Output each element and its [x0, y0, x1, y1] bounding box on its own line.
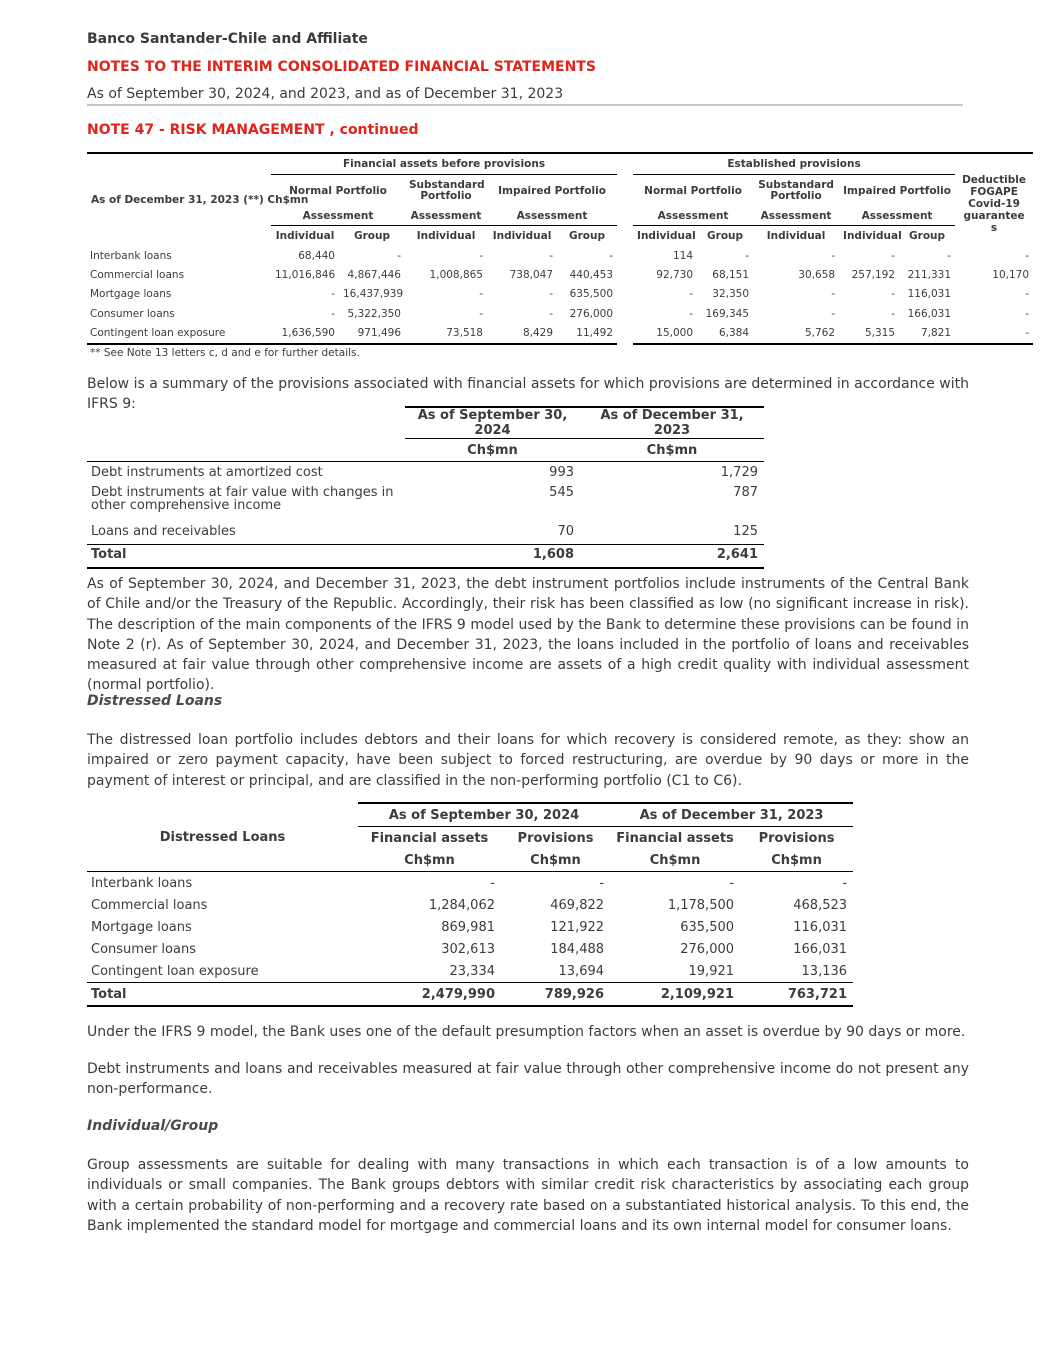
- cell-value: 68,440: [298, 249, 335, 262]
- group-header: Group: [909, 230, 946, 242]
- row-value: 1,729: [580, 462, 764, 486]
- table-row: [87, 872, 853, 895]
- cell-value: 468,523: [793, 897, 848, 913]
- table-row: [87, 462, 764, 486]
- notes-title: NOTES TO THE INTERIM CONSOLIDATED FINANCIAL STATEMENTS: [87, 59, 596, 75]
- cell-value: 32,350: [712, 288, 750, 301]
- cell-value: 166,031: [907, 307, 952, 320]
- cell-value: 2,109,921: [610, 983, 740, 1007]
- cell-value: 169,345: [705, 307, 750, 320]
- row-label: Commercial loans: [91, 897, 208, 913]
- group-header: Group: [353, 230, 390, 242]
- row-label: Contingent loan exposure: [91, 963, 259, 979]
- cell-value: -: [955, 324, 1033, 344]
- row-label: Commercial loans: [90, 269, 185, 282]
- table-row: [87, 960, 853, 983]
- cell-value: 635,500: [680, 919, 735, 935]
- ifrs9-default-paragraph: Under the IFRS 9 model, the Bank uses one of the default presumption factors when an asset is overdue by 90 days or more.: [87, 1024, 966, 1040]
- cell-value: 114: [673, 249, 694, 262]
- table-row: [87, 304, 1033, 323]
- cell-value: 8,429: [487, 324, 557, 344]
- cell-value: -: [549, 307, 553, 320]
- ifrs9-provisions-table: [87, 406, 764, 569]
- cell-value: 2,479,990: [358, 983, 501, 1007]
- distressed-loans-table: [87, 802, 853, 1007]
- cell-value: 1,178,500: [667, 897, 735, 913]
- cell-value: 23,334: [449, 963, 495, 979]
- cell-value: -: [479, 307, 483, 320]
- row-label: Mortgage loans: [91, 919, 192, 935]
- total-row: [87, 545, 764, 569]
- table1-corner-label: As of December 31, 2023 (**) Ch$mn: [87, 153, 271, 246]
- cell-value: 971,496: [339, 324, 405, 344]
- cell-value: -: [549, 288, 553, 301]
- individual-header: Individual: [637, 230, 696, 242]
- cell-value: 4,867,446: [347, 269, 401, 282]
- cell-value: -: [501, 872, 610, 895]
- cell-value: 184,488: [550, 941, 605, 957]
- cell-value: -: [891, 249, 896, 262]
- cell-value: -: [1025, 307, 1030, 320]
- cell-value: 5,762: [753, 324, 839, 344]
- table-row: [87, 265, 1033, 284]
- cell-value: 19,921: [688, 963, 735, 979]
- cell-value: -: [831, 288, 836, 301]
- unit-header: Ch$mn: [530, 852, 581, 868]
- cell-value: 73,518: [405, 324, 487, 344]
- cell-value: 763,721: [740, 983, 853, 1007]
- cell-value: -: [831, 307, 836, 320]
- cell-value: 68,151: [712, 269, 750, 282]
- cell-value: 166,031: [793, 941, 848, 957]
- cell-value: 11,492: [557, 324, 617, 344]
- individual-group-heading: Individual/Group: [87, 1118, 219, 1134]
- table1-footnote: ** See Note 13 letters c, d and e for further details.: [90, 347, 360, 359]
- row-label: Total: [87, 983, 358, 1007]
- cell-value: -: [397, 249, 401, 262]
- summary-intro: Below is a summary of the provisions associated with financial assets for which provisions are determined in accordance with IFRS 9:: [87, 376, 969, 413]
- table-row: [87, 285, 1033, 304]
- table-row: [87, 894, 853, 916]
- cell-value: 302,613: [441, 941, 495, 957]
- table-row: [87, 485, 764, 524]
- cell-value: 5,315: [839, 324, 899, 344]
- cell-value: -: [358, 872, 501, 895]
- row-value: 545: [549, 485, 574, 500]
- provisions-header: Provisions: [517, 830, 594, 846]
- substandard-portfolio-header: Substandard Portfolio: [409, 179, 485, 202]
- cell-value: -: [609, 249, 614, 262]
- unit-header: Ch$mn: [404, 852, 455, 868]
- cell-value: 211,331: [907, 269, 952, 282]
- individual-header: Individual: [766, 230, 826, 242]
- cell-value: 469,822: [550, 897, 605, 913]
- cell-value: -: [1025, 288, 1030, 301]
- fin-assets-header: Financial assets: [370, 830, 489, 846]
- assessment-header: Assessment: [271, 207, 405, 226]
- cell-value: -: [610, 872, 740, 895]
- company-name: Banco Santander-Chile and Affiliate: [87, 31, 368, 47]
- distressed-loans-paragraph: The distressed loan portfolio includes debtors and their loans for which recovery is considered remote, as they: show an impaired or zero payment capacity, have been subject to forced restructuring, are overdue by 90 days or more in the payment of interest or principal, and are classified in the non-performing portfolio (C1 to C6).: [87, 732, 969, 789]
- cell-value: -: [689, 307, 694, 320]
- cell-value: -: [1025, 249, 1030, 262]
- cell-value: -: [331, 288, 335, 301]
- total-label: Total: [87, 545, 405, 569]
- cell-value: -: [891, 288, 896, 301]
- cell-value: -: [479, 249, 483, 262]
- individual-header: Individual: [416, 230, 476, 242]
- row-value: 787: [733, 485, 758, 500]
- group-dec-2023: As of December 31, 2023: [610, 803, 853, 827]
- cell-value: 10,170: [992, 269, 1030, 282]
- cell-value: 16,437,939: [343, 288, 404, 301]
- row-value: 993: [405, 462, 580, 486]
- cell-value: -: [740, 872, 853, 895]
- cell-value: 7,821: [899, 324, 955, 344]
- cell-value: 121,922: [550, 919, 605, 935]
- assessment-header: Assessment: [633, 207, 753, 226]
- unit-header: Ch$mn: [405, 439, 580, 462]
- debt-instruments-paragraph: As of September 30, 2024, and December 31, 2023, the debt instrument portfolios include instruments of the Central Bank of Chile and/or the Treasury of the Republic. Accordingly, their risk has been classified as low (no significant increase in risk). The description of the main components of the IFRS 9 model used by the Bank to determine these provisions can be found in Note 2 (r). As of September 30, 2024, and December 31, 2023, the loans included in the portfolio of loans and receivables measured at fair value through other comprehensive income are assets of a high credit quality with individual assessment (normal portfolio).: [87, 576, 969, 694]
- cell-value: -: [891, 307, 896, 320]
- assessment-header: Assessment: [487, 207, 617, 226]
- table-row: [87, 916, 853, 938]
- cell-value: 257,192: [851, 269, 896, 282]
- assessment-header: Assessment: [839, 207, 955, 226]
- cell-value: 13,136: [801, 963, 848, 979]
- assessment-header: Assessment: [405, 207, 487, 226]
- distressed-loans-heading: Distressed Loans: [87, 693, 223, 709]
- cell-value: -: [331, 307, 335, 320]
- total-value: 1,608: [405, 545, 580, 569]
- cell-value: 116,031: [907, 288, 952, 301]
- row-label: Mortgage loans: [90, 288, 172, 301]
- cell-value: 1,284,062: [428, 897, 495, 913]
- unit-header: Ch$mn: [649, 852, 701, 868]
- impaired-portfolio-header-2: Impaired Portfolio: [843, 184, 951, 197]
- cell-value: 1,008,865: [429, 269, 483, 282]
- note-title: NOTE 47 - RISK MANAGEMENT , continued: [87, 122, 419, 138]
- cell-value: 13,694: [558, 963, 605, 979]
- cell-value: -: [689, 288, 694, 301]
- cell-value: 11,016,846: [275, 269, 336, 282]
- table-row: [87, 246, 1033, 265]
- cell-value: 92,730: [656, 269, 694, 282]
- fin-assets-header: Financial assets: [616, 830, 734, 846]
- unit-header: Ch$mn: [771, 852, 822, 868]
- deductible-fogape-header: Deductible FOGAPE Covid-19 guarantee s: [955, 153, 1033, 246]
- row-label: Interbank loans: [87, 872, 358, 895]
- group-assessment-paragraph: Group assessments are suitable for dealing with many transactions in which each transaction is of a low amounts to individuals or small companies. The Bank groups debtors with similar credit risk characteristics by associating each group with a certain probability of non-performing and a recovery rate based on a substantiated historical analysis. To this end, the Bank implemented the standard model for mortgage and commercial loans and its own internal model for consumer loans.: [87, 1157, 969, 1234]
- cell-value: 15,000: [633, 324, 697, 344]
- cell-value: 635,500: [569, 288, 614, 301]
- row-label: Interbank loans: [90, 249, 172, 262]
- individual-header: Individual: [843, 230, 902, 242]
- cell-value: -: [831, 249, 836, 262]
- cell-value: -: [549, 249, 553, 262]
- cell-value: -: [745, 249, 750, 262]
- row-label: Loans and receivables: [91, 524, 236, 539]
- table-row: [87, 324, 1033, 344]
- col-sep-2024-header: As of September 30, 2024: [405, 407, 580, 439]
- cell-value: -: [947, 249, 952, 262]
- table-row: [87, 938, 853, 960]
- group-header: Group: [569, 230, 606, 242]
- normal-portfolio-header-2: Normal Portfolio: [644, 184, 742, 197]
- individual-header: Individual: [275, 230, 335, 242]
- col-dec-2023-header: As of December 31, 2023: [580, 407, 764, 439]
- cell-value: 6,384: [697, 324, 753, 344]
- cell-value: 30,658: [798, 269, 836, 282]
- substandard-portfolio-header-2: Substandard Portfolio: [758, 179, 834, 202]
- cell-value: 276,000: [680, 941, 735, 957]
- cell-value: 869,981: [441, 919, 495, 935]
- individual-header: Individual: [492, 230, 552, 242]
- table-row: [87, 524, 764, 545]
- row-value: 125: [733, 524, 758, 539]
- row-label: Contingent loan exposure: [87, 324, 271, 344]
- provisions-portfolio-table: [87, 152, 1033, 345]
- row-label: Debt instruments at fair value with changes in other comprehensive income: [91, 485, 394, 513]
- provisions-header: Provisions: [758, 830, 835, 846]
- normal-portfolio-header: Normal Portfolio: [289, 184, 387, 197]
- total-value: 2,641: [580, 545, 764, 569]
- header-divider: [87, 104, 963, 106]
- assessment-header: Assessment: [753, 207, 839, 226]
- cell-value: -: [479, 288, 483, 301]
- cell-value: 789,926: [501, 983, 610, 1007]
- distressed-table-label: Distressed Loans: [159, 829, 286, 845]
- unit-header: Ch$mn: [580, 439, 764, 462]
- report-period: As of September 30, 2024, and 2023, and as of December 31, 2023: [87, 86, 564, 102]
- total-row: [87, 983, 853, 1007]
- row-label: Debt instruments at amortized cost: [87, 462, 405, 486]
- cell-value: 116,031: [793, 919, 848, 935]
- cell-value: 5,322,350: [347, 307, 401, 320]
- row-label: Consumer loans: [90, 307, 175, 320]
- group-established-provisions: Established provisions: [633, 153, 955, 175]
- cell-value: 276,000: [569, 307, 614, 320]
- group-header: Group: [707, 230, 744, 242]
- cell-value: 1,636,590: [271, 324, 339, 344]
- row-value: 70: [557, 524, 574, 539]
- row-label: Consumer loans: [91, 941, 196, 957]
- non-performance-paragraph: Debt instruments and loans and receivables measured at fair value through other comprehensive income do not present any non-performance.: [87, 1061, 969, 1098]
- group-sep-2024: As of September 30, 2024: [358, 803, 610, 827]
- cell-value: 738,047: [509, 269, 553, 282]
- group-before-provisions: Financial assets before provisions: [271, 153, 617, 175]
- cell-value: 440,453: [569, 269, 614, 282]
- impaired-portfolio-header: Impaired Portfolio: [498, 184, 606, 197]
